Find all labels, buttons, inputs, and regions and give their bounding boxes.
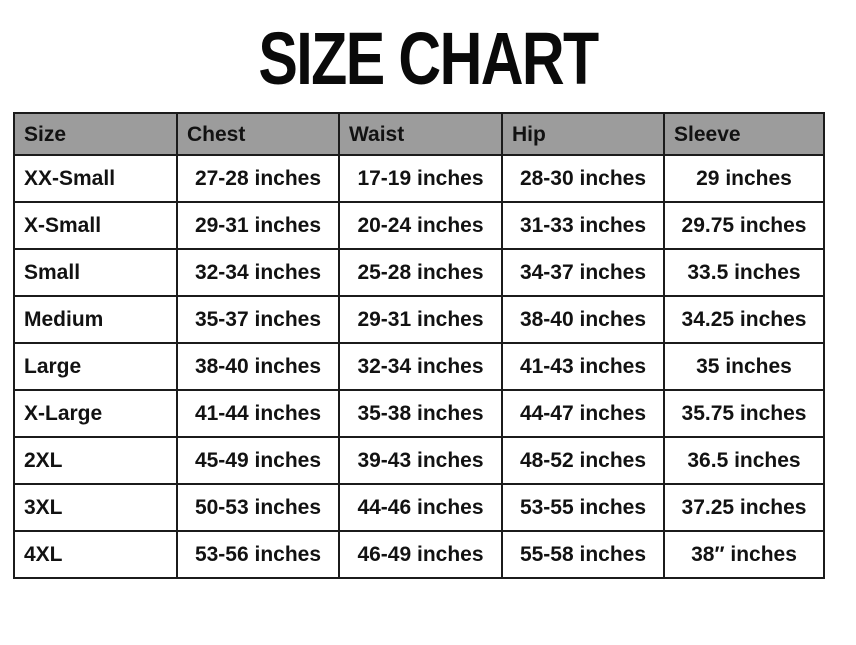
cell-hip: 38-40 inches bbox=[502, 296, 664, 343]
table-row bbox=[14, 484, 824, 531]
cell-chest: 32-34 inches bbox=[177, 249, 339, 296]
size-chart-table bbox=[13, 112, 825, 579]
page-title: SIZE CHART bbox=[258, 17, 598, 100]
cell-size: XX-Small bbox=[14, 155, 177, 202]
cell-waist: 29-31 inches bbox=[339, 296, 502, 343]
cell-size: Small bbox=[14, 249, 177, 296]
column-header-waist: Waist bbox=[339, 113, 502, 155]
header-row bbox=[14, 113, 824, 155]
cell-sleeve: 29.75 inches bbox=[664, 202, 824, 249]
cell-size: 2XL bbox=[14, 437, 177, 484]
cell-hip: 55-58 inches bbox=[502, 531, 664, 578]
table-row bbox=[14, 390, 824, 437]
cell-waist: 25-28 inches bbox=[339, 249, 502, 296]
cell-waist: 32-34 inches bbox=[339, 343, 502, 390]
cell-sleeve: 37.25 inches bbox=[664, 484, 824, 531]
cell-hip: 31-33 inches bbox=[502, 202, 664, 249]
table-row bbox=[14, 531, 824, 578]
cell-hip: 41-43 inches bbox=[502, 343, 664, 390]
table-body bbox=[14, 155, 824, 578]
cell-size: 3XL bbox=[14, 484, 177, 531]
table-header bbox=[14, 113, 824, 155]
cell-size: Large bbox=[14, 343, 177, 390]
cell-hip: 44-47 inches bbox=[502, 390, 664, 437]
cell-chest: 50-53 inches bbox=[177, 484, 339, 531]
cell-chest: 45-49 inches bbox=[177, 437, 339, 484]
cell-waist: 44-46 inches bbox=[339, 484, 502, 531]
cell-size: Medium bbox=[14, 296, 177, 343]
cell-chest: 27-28 inches bbox=[177, 155, 339, 202]
column-header-sleeve: Sleeve bbox=[664, 113, 824, 155]
cell-waist: 35-38 inches bbox=[339, 390, 502, 437]
cell-chest: 41-44 inches bbox=[177, 390, 339, 437]
cell-chest: 53-56 inches bbox=[177, 531, 339, 578]
cell-chest: 29-31 inches bbox=[177, 202, 339, 249]
column-header-hip: Hip bbox=[502, 113, 664, 155]
cell-sleeve: 35.75 inches bbox=[664, 390, 824, 437]
table-row bbox=[14, 437, 824, 484]
cell-waist: 46-49 inches bbox=[339, 531, 502, 578]
cell-sleeve: 33.5 inches bbox=[664, 249, 824, 296]
cell-sleeve: 29 inches bbox=[664, 155, 824, 202]
cell-waist: 20-24 inches bbox=[339, 202, 502, 249]
cell-hip: 48-52 inches bbox=[502, 437, 664, 484]
cell-sleeve: 34.25 inches bbox=[664, 296, 824, 343]
cell-hip: 53-55 inches bbox=[502, 484, 664, 531]
cell-size: X-Large bbox=[14, 390, 177, 437]
table-row bbox=[14, 249, 824, 296]
cell-sleeve: 35 inches bbox=[664, 343, 824, 390]
cell-size: X-Small bbox=[14, 202, 177, 249]
cell-hip: 34-37 inches bbox=[502, 249, 664, 296]
cell-chest: 38-40 inches bbox=[177, 343, 339, 390]
table-row bbox=[14, 296, 824, 343]
cell-size: 4XL bbox=[14, 531, 177, 578]
cell-waist: 39-43 inches bbox=[339, 437, 502, 484]
column-header-chest: Chest bbox=[177, 113, 339, 155]
cell-sleeve: 36.5 inches bbox=[664, 437, 824, 484]
cell-waist: 17-19 inches bbox=[339, 155, 502, 202]
cell-hip: 28-30 inches bbox=[502, 155, 664, 202]
table-row bbox=[14, 202, 824, 249]
column-header-size: Size bbox=[14, 113, 177, 155]
cell-chest: 35-37 inches bbox=[177, 296, 339, 343]
table-row bbox=[14, 343, 824, 390]
cell-sleeve: 38″ inches bbox=[664, 531, 824, 578]
table-row bbox=[14, 155, 824, 202]
